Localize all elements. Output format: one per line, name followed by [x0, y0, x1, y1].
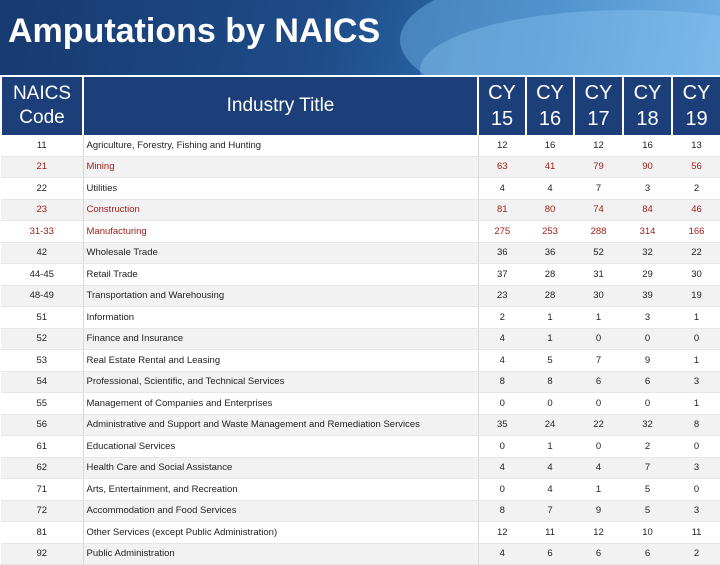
amputation-count-cell: 30	[574, 285, 623, 307]
amputation-count-cell: 6	[574, 371, 623, 393]
table-row	[1, 264, 720, 286]
amputation-count-cell: 7	[574, 350, 623, 372]
table-row	[1, 371, 720, 393]
amputation-count-cell: 1	[672, 307, 720, 329]
amputation-count-cell: 4	[478, 457, 526, 479]
industry-title-cell: Health Care and Social Assistance	[83, 457, 478, 479]
amputation-count-cell: 31	[574, 264, 623, 286]
industry-title-cell: Public Administration	[83, 543, 478, 565]
naics-code-cell: 23	[1, 199, 83, 221]
table-row	[1, 285, 720, 307]
table-row	[1, 328, 720, 350]
amputation-count-cell: 2	[672, 543, 720, 565]
header-year: CY 19	[672, 77, 720, 135]
naics-code-cell: 55	[1, 393, 83, 415]
amputation-count-cell: 7	[623, 457, 672, 479]
amputation-count-cell: 90	[623, 156, 672, 178]
industry-title-cell: Professional, Scientific, and Technical Services	[83, 371, 478, 393]
amputation-count-cell: 22	[672, 242, 720, 264]
naics-code-cell: 52	[1, 328, 83, 350]
naics-code-cell: 56	[1, 414, 83, 436]
amputation-count-cell: 4	[526, 479, 574, 501]
amputation-count-cell: 166	[672, 221, 720, 243]
amputation-count-cell: 3	[623, 307, 672, 329]
naics-code-cell: 48-49	[1, 285, 83, 307]
table-row	[1, 307, 720, 329]
industry-title-cell: Retail Trade	[83, 264, 478, 286]
industry-title-cell: Arts, Entertainment, and Recreation	[83, 479, 478, 501]
amputation-count-cell: 0	[574, 436, 623, 458]
industry-title-cell: Management of Companies and Enterprises	[83, 393, 478, 415]
header-naics-code: NAICS Code	[1, 77, 83, 135]
amputation-count-cell: 22	[574, 414, 623, 436]
amputation-count-cell: 84	[623, 199, 672, 221]
amputation-count-cell: 314	[623, 221, 672, 243]
amputation-count-cell: 1	[526, 328, 574, 350]
amputation-count-cell: 10	[623, 522, 672, 544]
amputation-count-cell: 5	[623, 500, 672, 522]
amputation-count-cell: 0	[478, 436, 526, 458]
amputation-count-cell: 4	[526, 178, 574, 200]
amputation-count-cell: 32	[623, 242, 672, 264]
naics-code-cell: 54	[1, 371, 83, 393]
table-row	[1, 199, 720, 221]
amputation-count-cell: 0	[478, 479, 526, 501]
amputation-count-cell: 2	[623, 436, 672, 458]
naics-code-cell: 72	[1, 500, 83, 522]
industry-title-cell: Administrative and Support and Waste Management and Remediation Services	[83, 414, 478, 436]
amputation-count-cell: 13	[672, 135, 720, 156]
amputation-count-cell: 3	[672, 371, 720, 393]
amputation-count-cell: 8	[478, 500, 526, 522]
amputation-count-cell: 12	[478, 135, 526, 156]
amputation-count-cell: 275	[478, 221, 526, 243]
amputation-count-cell: 23	[478, 285, 526, 307]
amputation-count-cell: 5	[526, 350, 574, 372]
amputation-count-cell: 28	[526, 285, 574, 307]
amputation-count-cell: 0	[574, 328, 623, 350]
industry-title-cell: Agriculture, Forestry, Fishing and Hunting	[83, 135, 478, 156]
table-header-row	[1, 77, 720, 135]
amputation-count-cell: 19	[672, 285, 720, 307]
amputation-count-cell: 0	[478, 393, 526, 415]
industry-title-cell: Accommodation and Food Services	[83, 500, 478, 522]
amputation-count-cell: 56	[672, 156, 720, 178]
amputation-count-cell: 0	[672, 436, 720, 458]
amputation-count-cell: 1	[672, 393, 720, 415]
table-row	[1, 479, 720, 501]
amputation-count-cell: 1	[672, 350, 720, 372]
amputation-count-cell: 79	[574, 156, 623, 178]
amputation-count-cell: 288	[574, 221, 623, 243]
amputation-count-cell: 8	[478, 371, 526, 393]
amputation-count-cell: 0	[526, 393, 574, 415]
amputation-count-cell: 36	[478, 242, 526, 264]
table-row	[1, 221, 720, 243]
industry-title-cell: Manufacturing	[83, 221, 478, 243]
amputation-count-cell: 3	[623, 178, 672, 200]
amputation-count-cell: 1	[574, 307, 623, 329]
industry-title-cell: Wholesale Trade	[83, 242, 478, 264]
industry-title-cell: Information	[83, 307, 478, 329]
amputation-count-cell: 16	[623, 135, 672, 156]
amputation-count-cell: 9	[623, 350, 672, 372]
amputation-count-cell: 6	[623, 543, 672, 565]
amputation-count-cell: 81	[478, 199, 526, 221]
amputation-count-cell: 2	[478, 307, 526, 329]
amputation-count-cell: 41	[526, 156, 574, 178]
table-row	[1, 436, 720, 458]
title-banner	[0, 0, 720, 75]
amputation-count-cell: 12	[574, 135, 623, 156]
amputation-count-cell: 6	[526, 543, 574, 565]
table-row	[1, 500, 720, 522]
page-title: Amputations by NAICS	[8, 12, 381, 50]
industry-title-cell: Real Estate Rental and Leasing	[83, 350, 478, 372]
header-industry-title: Industry Title	[83, 77, 478, 135]
amputation-count-cell: 4	[478, 543, 526, 565]
table-row	[1, 135, 720, 156]
amputation-count-cell: 4	[478, 350, 526, 372]
table-row	[1, 350, 720, 372]
amputation-count-cell: 1	[526, 436, 574, 458]
amputation-count-cell: 29	[623, 264, 672, 286]
header-year: CY 18	[623, 77, 672, 135]
amputation-count-cell: 3	[672, 457, 720, 479]
amputation-count-cell: 35	[478, 414, 526, 436]
amputation-count-cell: 1	[526, 307, 574, 329]
amputation-count-cell: 9	[574, 500, 623, 522]
header-year: CY 17	[574, 77, 623, 135]
naics-code-cell: 31-33	[1, 221, 83, 243]
table-row	[1, 156, 720, 178]
naics-code-cell: 92	[1, 543, 83, 565]
amputation-count-cell: 36	[526, 242, 574, 264]
table-row	[1, 242, 720, 264]
naics-code-cell: 51	[1, 307, 83, 329]
industry-title-cell: Educational Services	[83, 436, 478, 458]
amputation-count-cell: 0	[623, 393, 672, 415]
naics-code-cell: 44-45	[1, 264, 83, 286]
table-row	[1, 178, 720, 200]
amputation-count-cell: 39	[623, 285, 672, 307]
amputation-count-cell: 4	[526, 457, 574, 479]
table-row	[1, 414, 720, 436]
amputation-count-cell: 4	[478, 178, 526, 200]
amputation-count-cell: 46	[672, 199, 720, 221]
amputation-count-cell: 8	[526, 371, 574, 393]
naics-code-cell: 22	[1, 178, 83, 200]
amputation-count-cell: 2	[672, 178, 720, 200]
naics-code-cell: 11	[1, 135, 83, 156]
amputation-count-cell: 0	[574, 393, 623, 415]
industry-title-cell: Finance and Insurance	[83, 328, 478, 350]
amputation-count-cell: 0	[623, 328, 672, 350]
naics-code-cell: 62	[1, 457, 83, 479]
amputation-count-cell: 7	[526, 500, 574, 522]
amputation-count-cell: 37	[478, 264, 526, 286]
naics-code-cell: 81	[1, 522, 83, 544]
amputation-count-cell: 24	[526, 414, 574, 436]
naics-code-cell: 71	[1, 479, 83, 501]
amputation-count-cell: 8	[672, 414, 720, 436]
amputation-count-cell: 63	[478, 156, 526, 178]
amputation-count-cell: 74	[574, 199, 623, 221]
naics-code-cell: 21	[1, 156, 83, 178]
amputation-count-cell: 12	[478, 522, 526, 544]
amputation-count-cell: 3	[672, 500, 720, 522]
table-row	[1, 393, 720, 415]
amputation-count-cell: 0	[672, 328, 720, 350]
amputation-count-cell: 4	[478, 328, 526, 350]
amputation-count-cell: 52	[574, 242, 623, 264]
amputation-count-cell: 253	[526, 221, 574, 243]
amputation-count-cell: 30	[672, 264, 720, 286]
naics-code-cell: 42	[1, 242, 83, 264]
amputations-table	[0, 77, 720, 565]
amputation-count-cell: 4	[574, 457, 623, 479]
naics-code-cell: 53	[1, 350, 83, 372]
amputation-count-cell: 12	[574, 522, 623, 544]
amputation-count-cell: 16	[526, 135, 574, 156]
amputation-count-cell: 32	[623, 414, 672, 436]
industry-title-cell: Transportation and Warehousing	[83, 285, 478, 307]
industry-title-cell: Utilities	[83, 178, 478, 200]
amputation-count-cell: 80	[526, 199, 574, 221]
amputation-count-cell: 7	[574, 178, 623, 200]
industry-title-cell: Other Services (except Public Administration)	[83, 522, 478, 544]
table-row	[1, 457, 720, 479]
industry-title-cell: Mining	[83, 156, 478, 178]
amputation-count-cell: 11	[672, 522, 720, 544]
industry-title-cell: Construction	[83, 199, 478, 221]
naics-code-cell: 61	[1, 436, 83, 458]
amputation-count-cell: 0	[672, 479, 720, 501]
amputation-count-cell: 6	[623, 371, 672, 393]
amputation-count-cell: 11	[526, 522, 574, 544]
header-year: CY 16	[526, 77, 574, 135]
amputation-count-cell: 6	[574, 543, 623, 565]
amputation-count-cell: 1	[574, 479, 623, 501]
amputation-count-cell: 5	[623, 479, 672, 501]
table-row	[1, 543, 720, 565]
amputation-count-cell: 28	[526, 264, 574, 286]
header-year: CY 15	[478, 77, 526, 135]
